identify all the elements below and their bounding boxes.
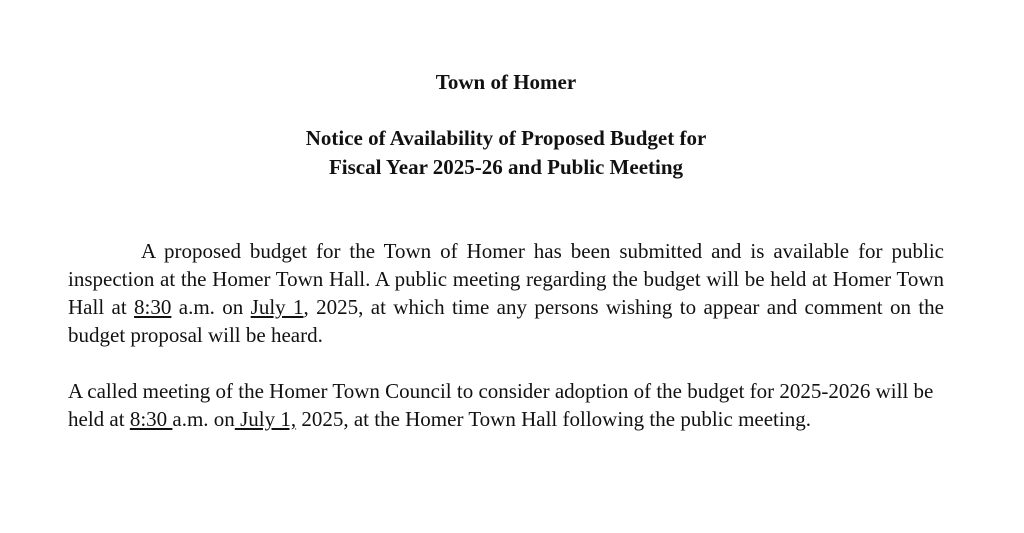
notice-heading-line-1: Notice of Availability of Proposed Budget for bbox=[305, 126, 707, 150]
notice-heading-line-2: Fiscal Year 2025-26 and Public Meeting bbox=[328, 155, 684, 179]
notice-heading bbox=[0, 124, 1012, 182]
paragraph2-text-c: 2025, at the Homer Town Hall following the public meeting. bbox=[296, 407, 811, 431]
paragraph1-text-a: A proposed budget for the Town of Homer has been submitted and is available for public inspection at the Homer Town Hall. A public meeting regarding the budget will be held at Homer Town Hall at bbox=[68, 239, 944, 319]
meeting-time: 8:30 bbox=[134, 295, 172, 319]
paragraph2-text-a: A called meeting of the Homer Town Council to consider adoption of the budget for 2025-2026 will be held at bbox=[68, 379, 934, 431]
paragraph2-text-b: a.m. on bbox=[172, 407, 235, 431]
meeting-date: July 1 bbox=[250, 295, 304, 319]
document-title: Town of Homer bbox=[435, 70, 577, 94]
council-meeting-time: 8:30 bbox=[129, 407, 173, 431]
council-meeting-date: July 1, bbox=[234, 407, 297, 431]
budget-availability-paragraph bbox=[68, 237, 944, 349]
paragraph1-text-c: , 2025, at which time any persons wishing to appear and comment on the budget proposal will be heard. bbox=[68, 295, 944, 347]
council-meeting-paragraph bbox=[68, 377, 944, 433]
paragraph1-text-b: a.m. on bbox=[171, 295, 251, 319]
